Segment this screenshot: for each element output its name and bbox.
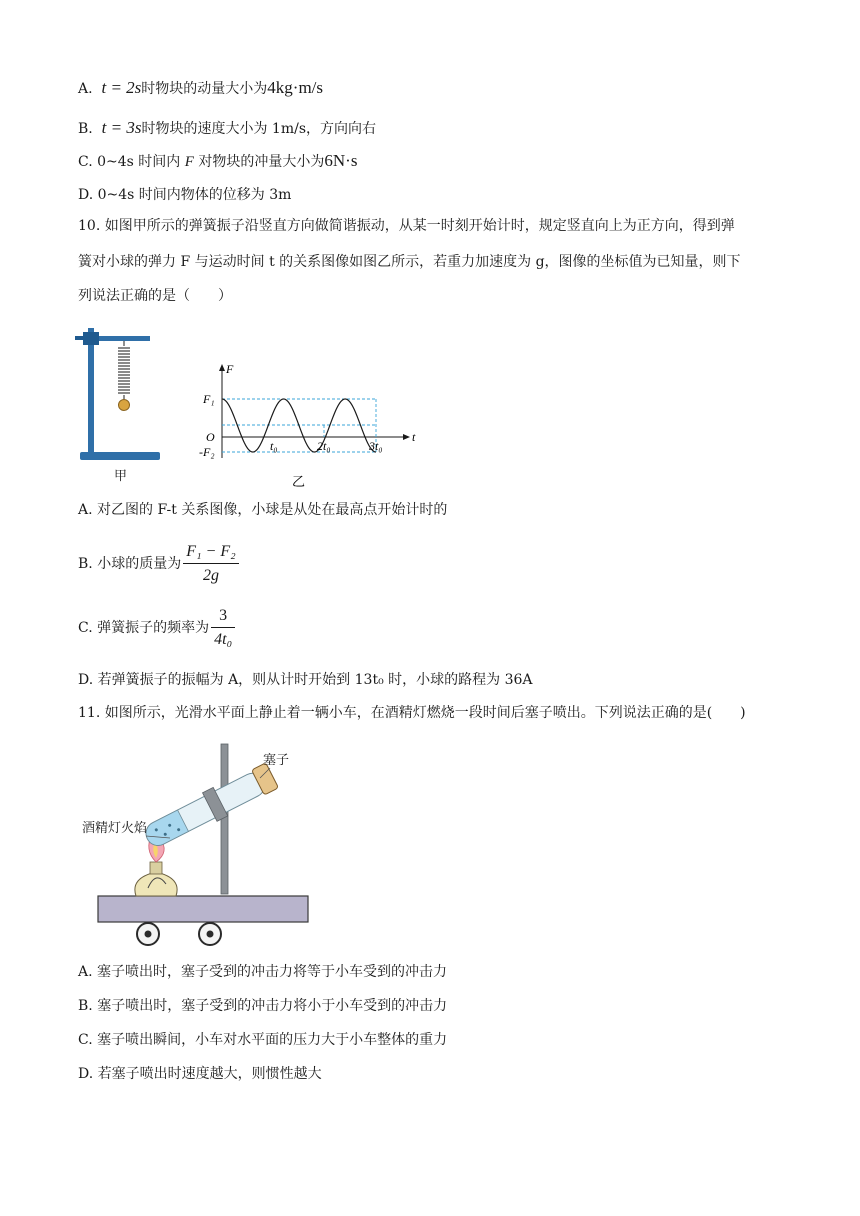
x-axis-label: t: [412, 430, 416, 444]
q11-option-d: D. 若塞子喷出时速度越大，则惯性越大: [78, 1066, 322, 1082]
q9-option-c: [78, 151, 357, 172]
tick-t0: t₀: [270, 439, 278, 453]
label-cork: 塞子: [263, 753, 290, 768]
y-axis-arrow: [219, 364, 225, 371]
q11-stem: 11. 如图所示，光滑水平面上静止着一辆小车，在酒精灯燃烧一段时间后塞子喷出。下列说法正确的是( ): [78, 705, 746, 721]
origin-label: O: [206, 430, 215, 444]
force-curve: [222, 399, 376, 452]
q10-option-d: D. 若弹簧振子的振幅为 A，则从计时开始到 13t₀ 时，小球的路程为 36A: [78, 672, 533, 688]
tick-3t0: 3t₀: [369, 439, 383, 453]
tick-2t0: 2t₀: [317, 439, 331, 453]
q10-option-b-den: 2g: [202, 566, 219, 584]
q9-option-c-prefix: C. 0~4s 时间内: [78, 154, 181, 170]
q11-option-a: A. 塞子喷出时，塞子受到的冲击力将等于小车受到的冲击力: [78, 964, 448, 980]
q10-option-a: A. 对乙图的 F-t 关系图像，小球是从处在最高点开始计时的: [78, 502, 448, 518]
q10-option-b: [78, 540, 239, 588]
q9-option-d: D. 0~4s 时间内物体的位移为 3m: [78, 187, 292, 203]
q9-option-c-text: 对物块的冲量大小为: [198, 154, 325, 170]
figure-ft-graph: [192, 362, 422, 492]
q9-option-c-value: 6N·s: [324, 151, 358, 170]
q9-option-b-prefix: B.: [78, 121, 93, 137]
q10-option-b-fraction: [183, 541, 238, 588]
fig-jia-label: 甲: [114, 468, 128, 483]
q10-option-b-prefix: B. 小球的质量为: [78, 556, 182, 572]
q10-stem-line1: 10. 如图甲所示的弹簧振子沿竖直方向做简谐振动，从某一时刻开始计时，规定竖直向上为正方向，得到弹: [78, 218, 735, 234]
q9-option-b-time: t = 3s: [101, 118, 142, 137]
figure-spring-stand: [70, 318, 170, 486]
fig-yi-label: 乙: [292, 474, 306, 489]
q9-option-a-value: 4kg·m/s: [267, 78, 324, 97]
q10-stem-line2: 簧对小球的弹力 F 与运动时间 t 的关系图像如图乙所示，若重力加速度为 g，图像的坐标值为已知量，则下: [78, 254, 741, 270]
q10-option-c-prefix: C. 弹簧振子的频率为: [78, 620, 210, 636]
q9-option-a-text: 时物块的动量大小为: [141, 81, 268, 97]
tick-f2: -F₂: [199, 445, 215, 459]
q9-option-a: [78, 78, 323, 99]
q9-option-a-prefix: A.: [78, 81, 93, 97]
tick-f1: F₁: [203, 392, 215, 406]
q11-option-b: B. 塞子喷出时，塞子受到的冲击力将小于小车受到的冲击力: [78, 998, 448, 1014]
x-axis-arrow: [403, 434, 410, 440]
q9-option-b: [78, 118, 376, 139]
q10-option-c-den: 4t₀: [214, 630, 233, 648]
q9-option-b-text: 时物块的速度大小为 1m/s，方向向右: [141, 121, 377, 137]
q9-option-a-time: t = 2s: [101, 78, 142, 97]
q10-option-c-num: 3: [211, 605, 235, 628]
q10-option-c: [78, 604, 235, 652]
label-flame: 酒精灯火焰: [82, 821, 148, 836]
q10-option-c-fraction: [211, 605, 235, 652]
figure-cart-lamp: [78, 738, 318, 948]
q9-option-c-var: F: [184, 154, 194, 170]
q10-option-b-num: F₁ − F₂: [183, 541, 238, 564]
y-axis-label: F: [226, 362, 234, 376]
q10-stem-line3: 列说法正确的是（ ）: [78, 288, 232, 304]
q11-option-c: C. 塞子喷出瞬间，小车对水平面的压力大于小车整体的重力: [78, 1032, 448, 1048]
